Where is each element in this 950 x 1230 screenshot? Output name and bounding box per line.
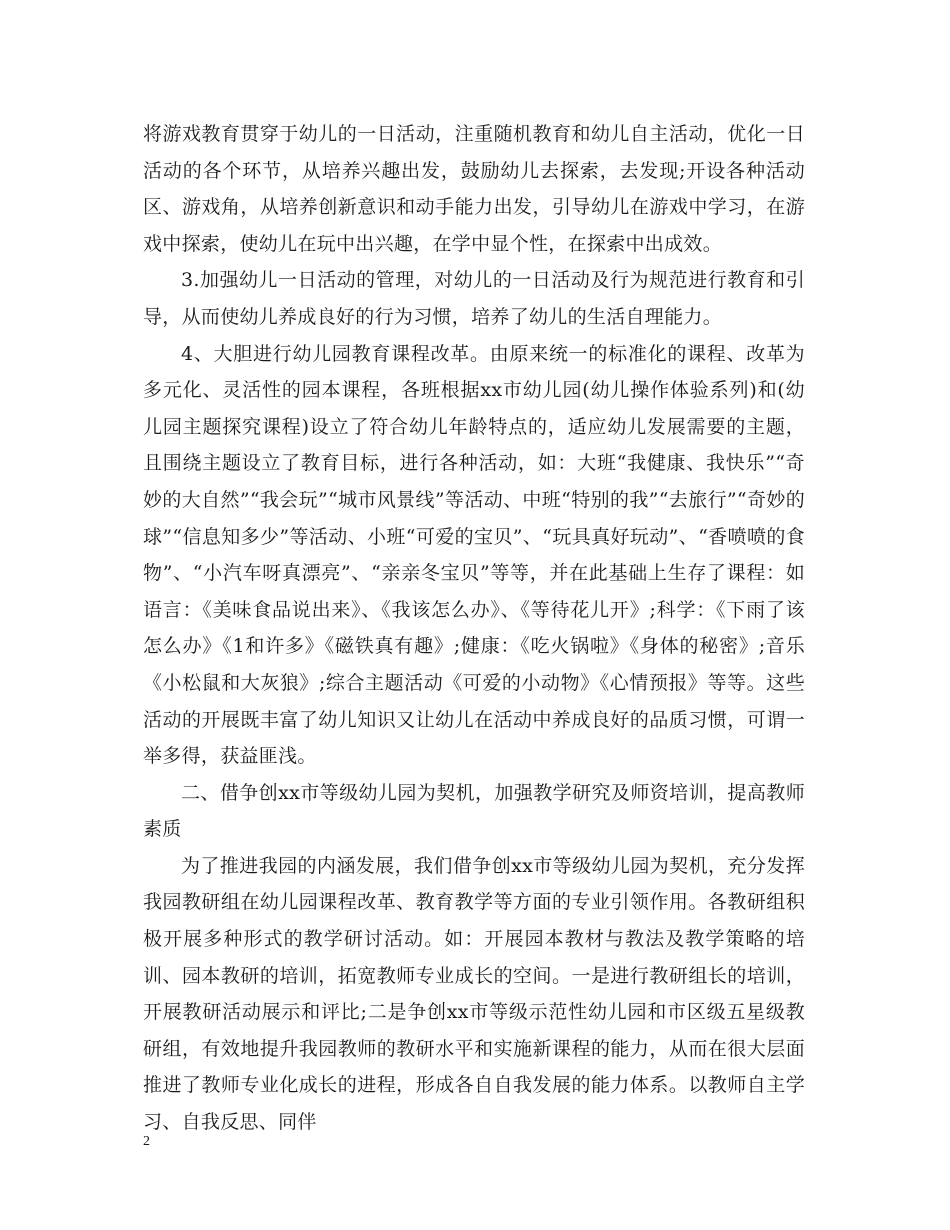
section-heading-2: 二、借争创xx市等级幼儿园为契机，加强教学研究及师资培训，提高教师素质 [143,781,805,841]
paragraph-item-3: 3.加强幼儿一日活动的管理，对幼儿的一日活动及行为规范进行教育和引导，从而使幼儿养成良好的行为习惯，培养了幼儿的生活自理能力。 [143,269,805,328]
paragraph-continuation: 将游戏教育贯穿于幼儿的一日活动，注重随机教育和幼儿自主活动，优化一日活动的各个环节，从培养兴趣出发，鼓励幼儿去探索，去发现;开设各种活动区、游戏角，从培养创新意识和动手能力出发，引导幼儿在游戏中学习，在游戏中探索，使幼儿在玩中出兴趣，在学中显个性，在探索中出成效。 [143,123,805,255]
paragraph-item-4: 4、大胆进行幼儿园教育课程改革。由原来统一的标准化的课程、改革为多元化、灵活性的园本课程，各班根据xx市幼儿园(幼儿操作体验系列)和(幼儿园主题探究课程)设立了符合幼儿年龄特点的，适应幼儿发展需要的主题，且围绕主题设立了教育目标，进行各种活动，如：大班“我健康、我快乐”“奇妙的大自然”“我会玩”“城市风景线”等活动、中班“特别的我”“去旅行”“奇妙的球”“信息知多少”等活动、小班“可爱的宝贝”、“玩具真好玩动”、“香喷喷的食物”、“小汽车呀真漂亮”、“亲亲冬宝贝”等等，并在此基础上生存了课程：如语言：《美味食品说出来》、《我该怎么办》、《等待花儿开》;科学：《下雨了该怎么办》《1和许多》《磁铁真有趣》;健康：《吃火锅啦》《身体的秘密》;音乐《小松鼠和大灰狼》;综合主题活动《可爱的小动物》《心情预报》等等。这些活动的开展既丰富了幼儿知识又让幼儿在活动中养成良好的品质习惯，可谓一举多得，获益匪浅。 [143,342,805,768]
document-body [143,116,805,1141]
paragraph-section-2-body: 为了推进我园的内涵发展，我们借争创xx市等级幼儿园为契机，充分发挥我园教研组在幼儿园课程改革、教育教学等方面的专业引领作用。各教研组积极开展多种形式的教学研讨活动。如：开展园本教材与教法及教学策略的培训、园本教研的培训，拓宽教师专业成长的空间。一是进行教研组长的培训，开展教研活动展示和评比;二是争创xx市等级示范性幼儿园和市区级五星级教研组，有效地提升我园教师的教研水平和实施新课程的能力，从而在很大层面推进了教师专业化成长的进程，形成各自自我发展的能力体系。以教师自主学习、自我反思、同伴 [143,854,805,1134]
page-number: 2 [143,1134,150,1149]
